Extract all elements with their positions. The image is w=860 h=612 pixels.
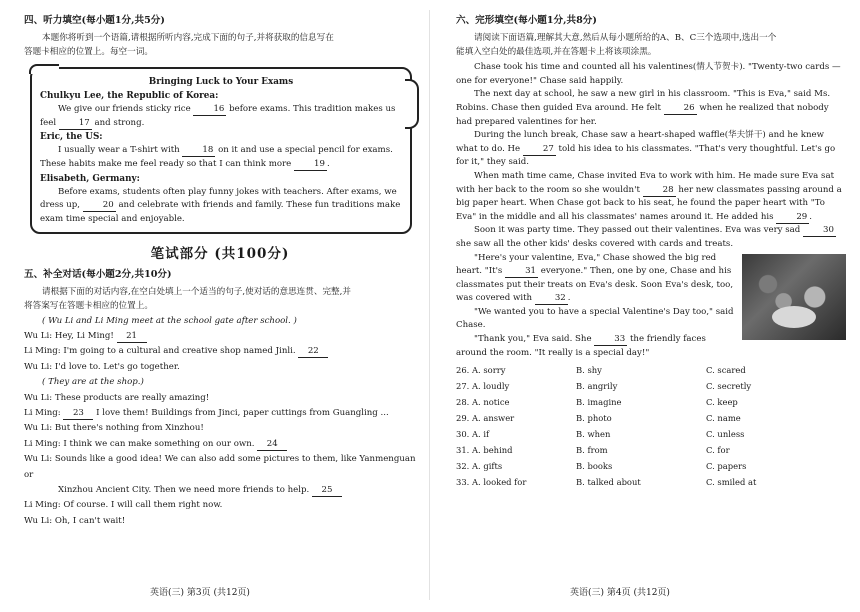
story-paragraph-1: Chase took his time and counted all his valentines(情人节贺卡). "Twenty-two cards — one for everyone!" Chase said happily.	[456, 62, 841, 86]
blank-18[interactable]: 18	[182, 145, 215, 157]
listening-box	[30, 67, 412, 234]
option-33a[interactable]: 33. A. looked for	[456, 477, 527, 488]
section6-instruction-1: 请阅读下面语篇,理解其大意,然后从每小题所给的A、B、C三个选项中,选出一个	[474, 33, 777, 43]
section4-instruction-2: 答题卡相应的位置上。每空一词。	[24, 46, 153, 57]
blank-26[interactable]: 26	[664, 103, 697, 115]
blank-33[interactable]: 33	[594, 334, 627, 346]
dialogue-line: Wu Li: I'd love to. Let's go together.	[24, 361, 180, 372]
box-flap-decoration	[405, 79, 419, 129]
blank-25[interactable]: 25	[312, 485, 342, 497]
story-paragraph-5: Soon it was party time. They passed out their valentines. Eva was very sad 30 she saw all the other kids' desks covered with cards and treats.	[456, 225, 834, 249]
option-31c[interactable]: C. for	[706, 445, 730, 456]
story-paragraph-8: "Thank you," Eva said. She 33 the friendly faces around the room. "It really is a special day!"	[456, 334, 706, 358]
option-31b[interactable]: B. from	[576, 445, 608, 456]
story-paragraph-4: When math time came, Chase invited Eva to work with him. He made sure Eva sat with her back to the room so she wouldn't 28 her new classmates passing around a big paper heart. When Chase got back to his seat, he found the paper heart with "To Eva" in the middle and all his classmates' names around it. He added his 29 .	[456, 170, 842, 222]
scene-note-2: ( They are at the shop.)	[42, 377, 144, 388]
dialogue-line: Li Ming: I think we can make something on our own. 24	[24, 437, 416, 452]
option-26b[interactable]: B. shy	[576, 365, 602, 376]
blank-23[interactable]: 23	[63, 408, 93, 420]
option-32c[interactable]: C. papers	[706, 461, 747, 472]
dialogue-line: Li Ming: 23 I love them! Buildings from Jinci, paper cuttings from Guangling ...	[24, 407, 389, 418]
story-paragraph-6: "Here's your valentine, Eva," Chase showed the big red heart. "It's 31 everyone." Then, one by one, Chase and his classmates put their treats on Eva's desk. Soon Eva's desk, too, was covered with 32 .	[456, 252, 734, 304]
speaker-name-3: Elisabeth, Germany:	[40, 173, 140, 184]
blank-31[interactable]: 31	[505, 266, 538, 278]
option-33c[interactable]: C. smiled at	[706, 477, 757, 488]
blank-19[interactable]: 19	[294, 159, 327, 171]
option-26c[interactable]: C. scared	[706, 365, 746, 376]
option-28b[interactable]: B. imagine	[576, 397, 622, 408]
dialogue-line: Wu Li: But there's nothing from Xinzhou!	[24, 423, 204, 434]
blank-24[interactable]: 24	[257, 439, 287, 451]
page-footer-left: 英语(三) 第3页 (共12页)	[150, 588, 250, 598]
blank-22[interactable]: 22	[298, 346, 328, 358]
dialogue-line: Li Ming: Of course. I will call them right now.	[24, 500, 223, 511]
page-footer-right: 英语(三) 第4页 (共12页)	[570, 588, 670, 598]
blank-27[interactable]: 27	[523, 144, 556, 156]
section4-heading: 四、听力填空(每小题1分,共5分)	[24, 15, 165, 26]
option-29c[interactable]: C. name	[706, 413, 741, 424]
speaker-name-2: Eric, the US:	[40, 132, 103, 143]
story-paragraph-3: During the lunch break, Chase saw a heart-shaped waffle(华夫饼干) and he knew what to do. He 27 told his idea to his classmates. "That's very thoughtful. Let's go for it," they said.	[456, 130, 836, 168]
section5-instruction-2: 将答案写在答题卡相应的位置上。	[24, 300, 153, 311]
scene-note-1: ( Wu Li and Li Ming meet at the school gate after school. )	[42, 315, 297, 326]
option-28c[interactable]: C. keep	[706, 397, 738, 408]
box-paragraph-2: I usually wear a T-shirt with 18 on it and use a special pencil for exams. These habits make me feel ready so that I can think more 19 .	[40, 145, 393, 169]
option-27b[interactable]: B. angrily	[576, 381, 618, 392]
box-paragraph-1: We give our friends sticky rice 16 before exams. This tradition makes us feel 17 and strong.	[40, 104, 396, 128]
dialogue-line: Wu Li: These products are really amazing!	[24, 392, 210, 403]
option-32a[interactable]: 32. A. gifts	[456, 461, 503, 472]
blank-30[interactable]: 30	[803, 225, 836, 237]
section5-heading: 五、补全对话(每小题2分,共10分)	[24, 269, 172, 281]
section6-heading: 六、完形填空(每小题1分,共8分)	[456, 15, 597, 26]
section6-instruction-2: 能填入空白处的最佳选项,并在答题卡上将该项涂黑。	[456, 46, 657, 57]
answer-options	[456, 362, 846, 490]
option-30c[interactable]: C. unless	[706, 429, 745, 440]
written-part-title: 笔试部分 (共100分)	[150, 246, 290, 263]
option-33b[interactable]: B. talked about	[576, 477, 641, 488]
dialogue-line: Xinzhou Ancient City. Then we need more friends to help. 25	[24, 483, 416, 498]
right-page	[430, 0, 860, 612]
dialogue-line: Wu Li: Oh, I can't wait!	[24, 515, 126, 526]
option-28a[interactable]: 28. A. notice	[456, 397, 510, 408]
option-30a[interactable]: 30. A. if	[456, 429, 490, 440]
option-29b[interactable]: B. photo	[576, 413, 612, 424]
blank-28[interactable]: 28	[643, 185, 676, 197]
valentine-party-photo	[742, 254, 846, 340]
option-27a[interactable]: 27. A. loudly	[456, 381, 510, 392]
blank-32[interactable]: 32	[535, 293, 568, 305]
speaker-name-1: Chulkyu Lee, the Republic of Korea:	[40, 91, 219, 102]
blank-29[interactable]: 29	[776, 212, 809, 224]
option-32b[interactable]: B. books	[576, 461, 613, 472]
option-27c[interactable]: C. secretly	[706, 381, 752, 392]
box-tab-decoration	[29, 64, 59, 74]
box-paragraph-3: Before exams, students often play funny jokes with teachers. After exams, we dress up, 20 and celebrate with friends and family. These fun traditions make exam time special and enjoyable.	[40, 186, 401, 224]
option-31a[interactable]: 31. A. behind	[456, 445, 513, 456]
blank-21[interactable]: 21	[117, 331, 147, 343]
box-title: Bringing Luck to Your Exams	[148, 77, 294, 88]
blank-20[interactable]: 20	[83, 200, 116, 212]
blank-17[interactable]: 17	[59, 118, 92, 130]
story-paragraph-2: The next day at school, he saw a new girl in his classroom. "This is Eva," said Ms. Robins. Chase then guided Eva around. He felt 26 when he realized that nobody had prepared valentines for her.	[456, 89, 831, 127]
dialogue-line: Wu Li: Sounds like a good idea! We can also add some pictures to them, like Yanmenguan or	[24, 454, 416, 480]
section5-instruction-1: 请根据下面的对话内容,在空白处填上一个适当的句子,使对话的意思连贯、完整,并	[42, 287, 351, 298]
dialogue-line: Wu Li: Hey, Li Ming! 21	[24, 329, 416, 344]
option-30b[interactable]: B. when	[576, 429, 611, 440]
section4-instruction-1: 本题你将听到一个语篇,请根据所听内容,完成下面的句子,并将获取的信息写在	[42, 33, 334, 43]
option-26a[interactable]: 26. A. sorry	[456, 365, 506, 376]
story-paragraph-7: "We wanted you to have a special Valentine's Day too," said Chase.	[456, 306, 734, 331]
option-29a[interactable]: 29. A. answer	[456, 413, 515, 424]
blank-16[interactable]: 16	[193, 104, 226, 116]
dialogue-line: Li Ming: I'm going to a cultural and creative shop named Jinli. 22	[24, 344, 416, 359]
